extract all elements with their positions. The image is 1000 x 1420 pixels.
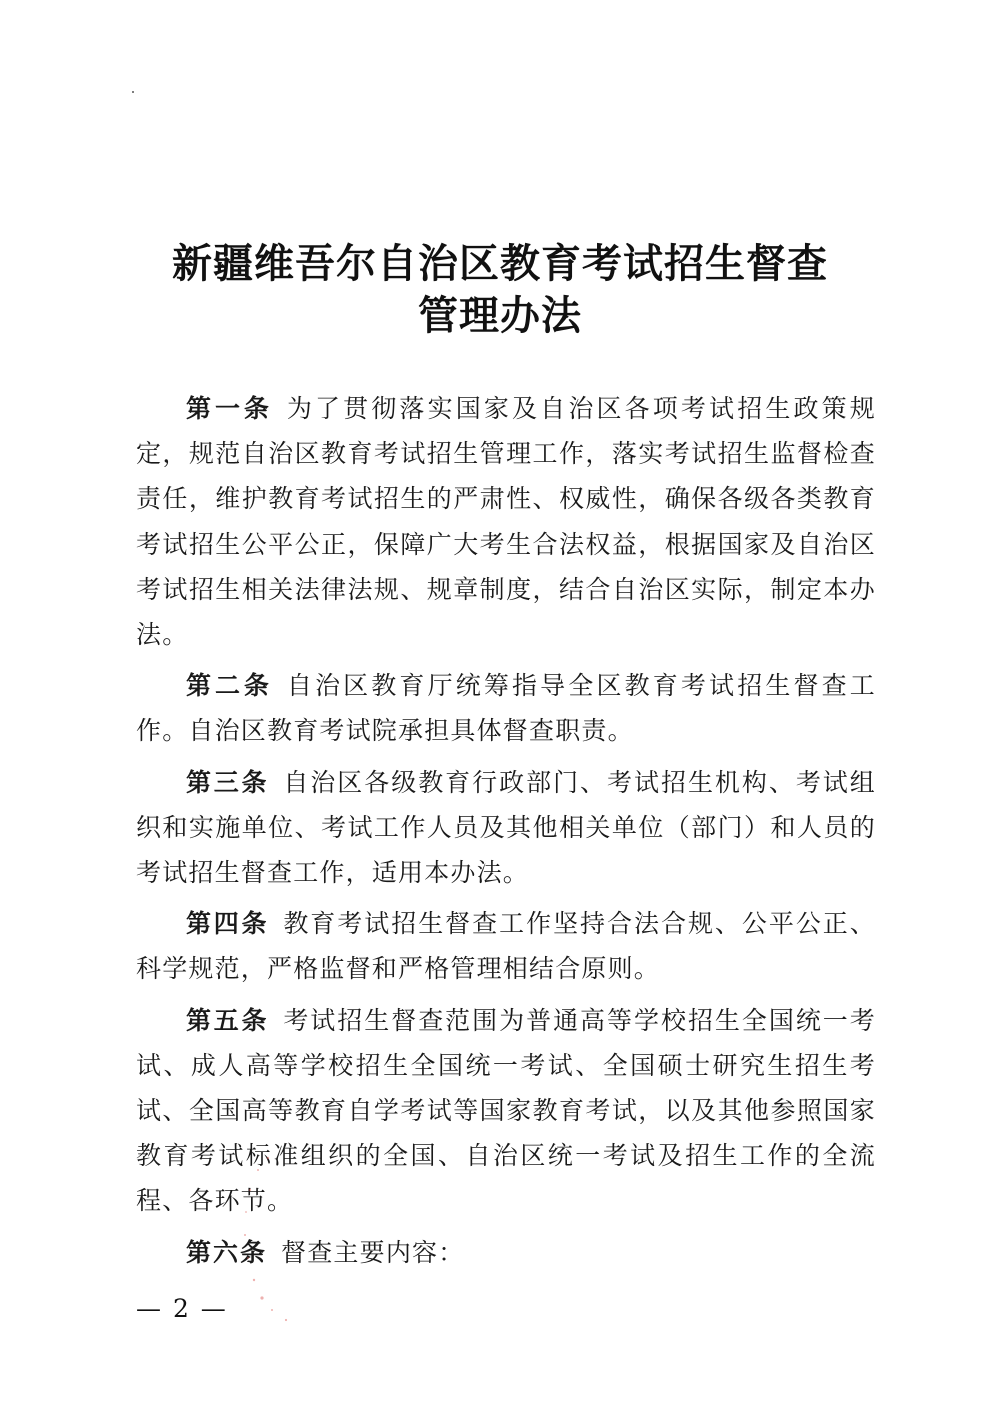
article-2: [136, 663, 876, 753]
article-text: 考试招生督查范围为普通高等学校招生全国统一考试、成人高等学校招生全国统一考试、全国硕士研究生招生考试、全国高等教育自学考试等国家教育考试，以及其他参照国家教育考试标准组织的全国、自治区统一考试及招生工作的全流程、各环节。: [136, 1005, 876, 1216]
article-label: 第四条: [186, 909, 270, 939]
article-label: 第二条: [186, 671, 273, 701]
article-label: 第一条: [186, 394, 273, 423]
article-text: 教育考试招生督查工作坚持合法合规、公平公正、科学规范，严格监督和严格管理相结合原则。: [136, 909, 876, 984]
page-number: — 2 —: [136, 1294, 228, 1323]
scan-speck: [132, 91, 134, 93]
article-text: 自治区教育厅统筹指导全区教育考试招生督查工作。自治区教育考试院承担具体督查职责。: [136, 671, 876, 746]
article-text: 督查主要内容：: [281, 1237, 465, 1267]
article-6: [136, 1230, 876, 1275]
article-label: 第五条: [186, 1005, 270, 1035]
article-1: [136, 386, 876, 657]
article-label: 第六条: [186, 1237, 268, 1267]
article-text: 为了贯彻落实国家及自治区各项考试招生政策规定，规范自治区教育考试招生管理工作，落实考试招生监督检查责任，维护教育考试招生的严肃性、权威性，确保各级各类教育考试招生公平公正，保障广大考生合法权益，根据国家及自治区考试招生相关法律法规、规章制度，结合自治区实际，制定本办法。: [136, 394, 876, 650]
document-body: [136, 386, 876, 1281]
article-5: [136, 998, 876, 1224]
article-4: [136, 901, 876, 991]
document-title-line-1: 新疆维吾尔自治区教育考试招生督查: [172, 241, 828, 287]
document-title-line-2: 管理办法: [418, 293, 582, 339]
article-label: 第三条: [186, 767, 270, 797]
article-text: 自治区各级教育行政部门、考试招生机构、考试组织和实施单位、考试工作人员及其他相关单位（部门）和人员的考试招生督查工作，适用本办法。: [136, 767, 876, 888]
article-3: [136, 760, 876, 896]
